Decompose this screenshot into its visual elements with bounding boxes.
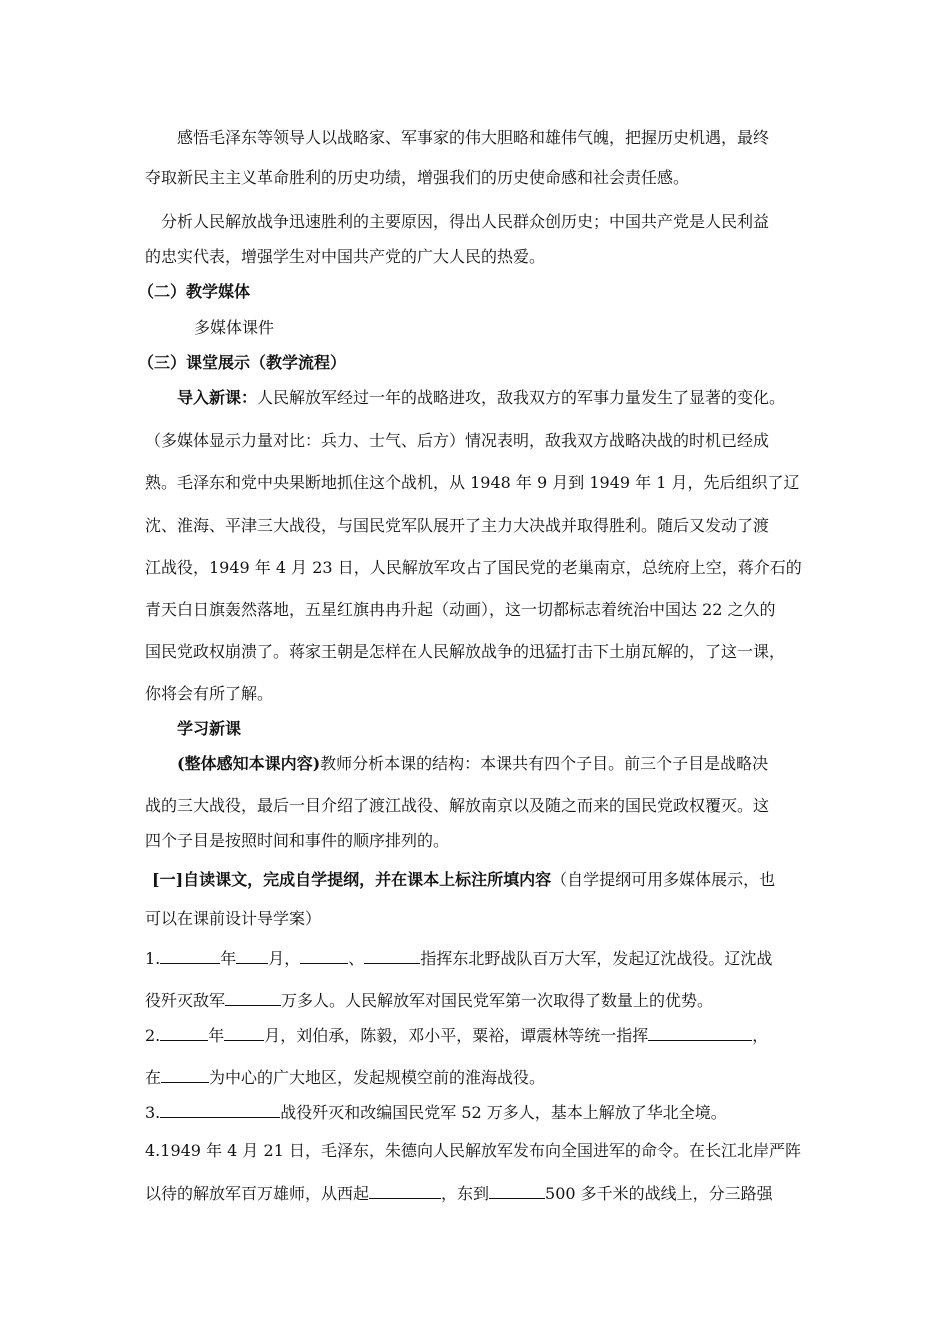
self-study-note-line2: 可以在课前设计导学案）	[145, 909, 322, 928]
question-2-text-b: 为中心的广大地区，发起规模空前的淮海战役。	[209, 1068, 546, 1087]
blank-field[interactable]	[236, 947, 268, 964]
overview-line1	[177, 753, 817, 775]
question-4-text-c: 500 多千米的战线上，分三路强	[545, 1184, 773, 1203]
intro-label: 导入新课：	[177, 388, 258, 407]
blank-field[interactable]	[300, 947, 348, 964]
question-3-line	[145, 1101, 815, 1124]
blank-field[interactable]	[160, 1024, 208, 1041]
blank-field[interactable]	[648, 1024, 752, 1041]
objective-para2-line2: 的忠实代表，增强学生对中国共产党的广大人民的热爱。	[145, 247, 546, 266]
blank-field[interactable]	[160, 1101, 280, 1118]
self-study-heading: [一]自读课文，完成自学提纲，并在课本上标注所填内容	[152, 870, 552, 889]
question-2-number: 2.	[145, 1026, 161, 1045]
media-item: 多媒体课件	[194, 318, 275, 337]
question-4-line2	[145, 1182, 815, 1205]
overview-text: 教师分析本课的结构：本课共有四个子目。前三个子目是战略决	[320, 754, 769, 773]
question-3-text: 战役歼灭和改编国民党军 52 万多人，基本上解放了华北全境。	[280, 1103, 727, 1122]
question-1-text-a: 役歼灭敌军	[145, 991, 226, 1010]
question-2-line1	[145, 1024, 815, 1047]
question-2-line2	[145, 1066, 815, 1089]
blank-field[interactable]	[364, 947, 420, 964]
question-4-text-a: 以待的解放军百万雄师，从西起	[145, 1184, 370, 1203]
question-4-line1: 4.1949 年 4 月 21 日，毛泽东，朱德向人民解放军发布向全国进军的命令。在长江北岸严阵	[145, 1141, 801, 1160]
blank-field[interactable]	[225, 989, 281, 1006]
blank-field[interactable]	[224, 1024, 264, 1041]
overview-line3: 四个子目是按照时间和事件的顺序排列的。	[145, 831, 450, 850]
intro-line6: 青天白日旗轰然落地，五星红旗冉冉升起（动画），这一切都标志着统治中国达 22 之久的	[145, 600, 776, 619]
process-heading: （三）课堂展示（教学流程）	[138, 353, 347, 372]
question-1-text: 指挥东北野战队百万大军，发起辽沈战役。辽沈战	[420, 949, 773, 968]
intro-line4: 沈、淮海、平津三大战役，与国民党军队展开了主力大决战并取得胜利。随后又发动了渡	[145, 516, 770, 535]
objective-para1-line2: 夺取新民主主义革命胜利的历史功绩，增强我们的历史使命感和社会责任感。	[145, 168, 690, 187]
question-1-month: 月，	[268, 949, 301, 968]
intro-line7: 国民党政权崩溃了。蒋家王朝是怎样在人民解放战争的迅猛打击下土崩瓦解的，了这一课，	[145, 642, 786, 661]
overview-line2: 战的三大战役，最后一目介绍了渡江战役、解放南京以及随之而来的国民党政权覆灭。这	[145, 796, 770, 815]
question-1-line1	[145, 947, 815, 970]
self-study-line1	[152, 869, 817, 891]
intro-text: 人民解放军经过一年的战略进攻，敌我双方的军事力量发生了显著的变化。	[257, 388, 786, 407]
blank-field[interactable]	[369, 1182, 441, 1199]
intro-line3: 熟。毛泽东和党中央果断地抓住这个战机，从 1948 年 9 月到 1949 年 1 月，先后组织了辽	[145, 473, 800, 492]
objective-para1-line1: 感悟毛泽东等领导人以战略家、军事家的伟大胆略和雄伟气魄，把握历史机遇，最终	[177, 128, 770, 147]
question-3-number: 3.	[145, 1103, 161, 1122]
learn-heading: 学习新课	[177, 719, 242, 738]
question-1-text-b: 万多人。人民解放军对国民党军第一次取得了数量上的优势。	[281, 991, 714, 1010]
objective-para2-line1: 分析人民解放战争迅速胜利的主要原因，得出人民群众创历史；中国共产党是人民利益	[161, 212, 770, 231]
intro-line1	[177, 387, 817, 409]
media-heading: （二）教学媒体	[138, 282, 251, 301]
self-study-note: （自学提纲可用多媒体展示，也	[551, 870, 776, 889]
overview-label: (整体感知本课内容)	[177, 754, 321, 773]
question-2-year: 年	[208, 1026, 225, 1045]
question-2-comma: ，	[752, 1026, 769, 1045]
intro-line2: （多媒体显示力量对比：兵力、士气、后方）情况表明，敌我双方战略决战的时机已经成	[145, 431, 770, 450]
blank-field[interactable]	[160, 947, 220, 964]
intro-line8: 你将会有所了解。	[145, 684, 274, 703]
question-4-text-b: ，东到	[441, 1184, 490, 1203]
blank-field[interactable]	[489, 1182, 545, 1199]
question-1-number: 1.	[145, 949, 161, 968]
question-1-separator: 、	[348, 949, 365, 968]
intro-line5: 江战役，1949 年 4 月 23 日，人民解放军攻占了国民党的老巢南京，总统府上空，蒋介石的	[145, 558, 802, 577]
question-1-year: 年	[220, 949, 237, 968]
question-2-text: 月，刘伯承，陈毅，邓小平，粟裕，谭震林等统一指挥	[264, 1026, 649, 1045]
blank-field[interactable]	[161, 1066, 209, 1083]
question-2-text-a: 在	[145, 1068, 162, 1087]
question-1-line2	[145, 989, 815, 1012]
